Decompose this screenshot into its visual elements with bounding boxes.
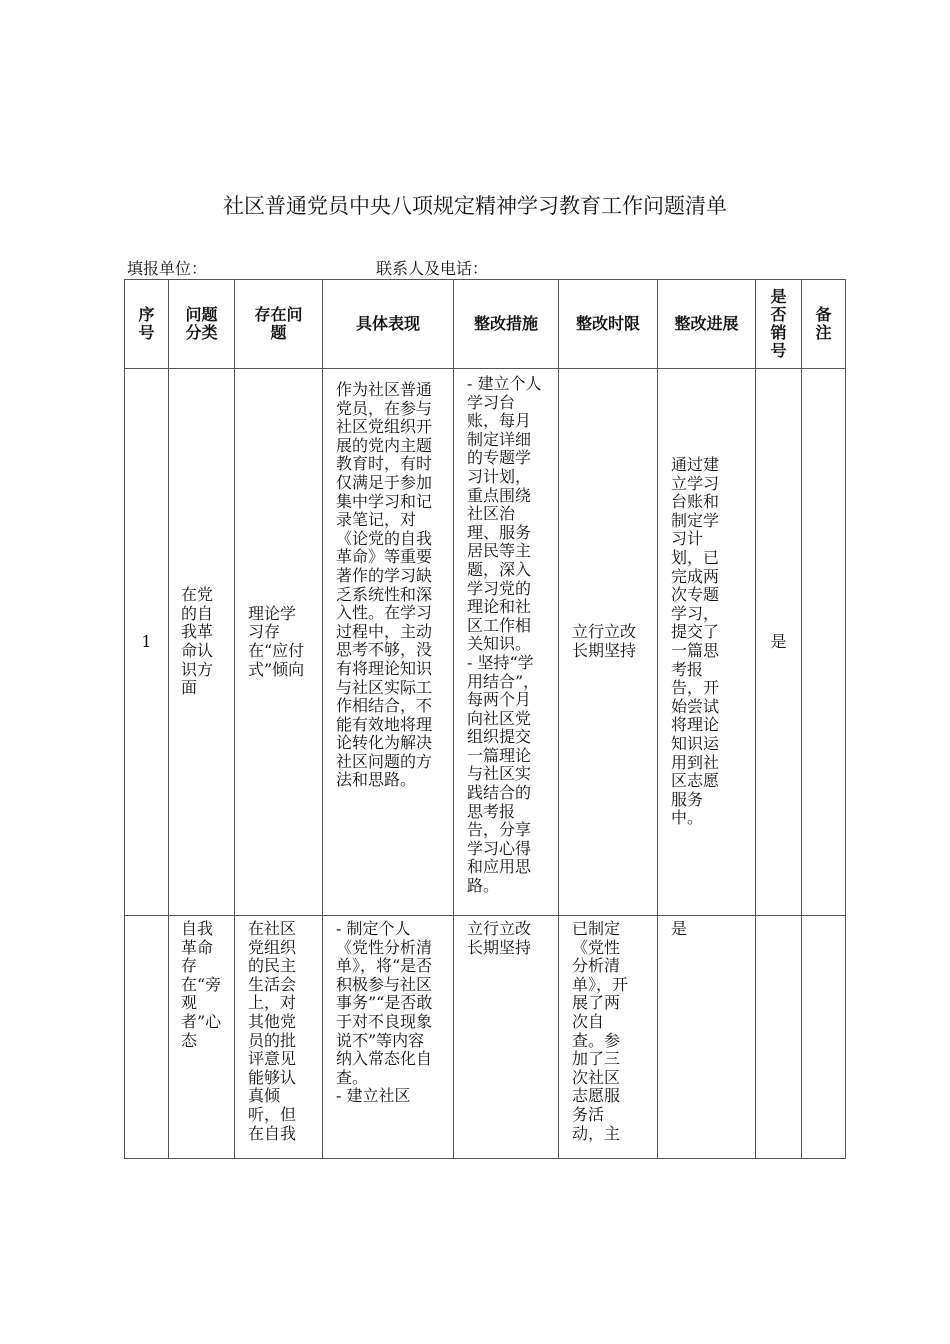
row-category: 在党的自我革命认识方面 xyxy=(169,369,235,916)
header-no: 序号 xyxy=(125,280,169,369)
row-detail: 作为社区普通党员，在参与社区党组织开展的党内主题教育时，有时仅满足于参加集中学习和记录笔记，对《论党的自我革命》等重要著作的学习缺乏系统性和深入性。在学习过程中，主动思考不够，没有将理论知识与社区实际工作相结合，不能有效地将理论转化为解决社区问题的方法和思路。 xyxy=(323,369,454,916)
row-issue: 在社区党组织的民主生活会上，对其他党员的批评意见能够认真倾听，但在自我 xyxy=(235,916,323,1159)
row-category: 自我革命存在“旁观者”心态 xyxy=(169,916,235,1159)
row-remark xyxy=(802,916,846,1159)
row-remark xyxy=(802,369,846,916)
row-closed xyxy=(756,916,802,1159)
header-measures: 整改措施 xyxy=(454,280,559,369)
header-detail: 具体表现 xyxy=(323,280,454,369)
header-closed: 是否销号 xyxy=(756,280,802,369)
header-progress: 整改进展 xyxy=(658,280,756,369)
table-row xyxy=(125,916,846,1159)
header-deadline: 整改时限 xyxy=(559,280,658,369)
row-progress: 是 xyxy=(658,916,756,1159)
row-deadline: 已制定《党性分析清单》，开展了两次自查。参加了三次社区志愿服务活动，主 xyxy=(559,916,658,1159)
row-measures: - 建立个人学习台账，每月制定详细的专题学习计划，重点围绕社区治理、服务居民等主题，深入学习党的理论和社区工作相关知识。 - 坚持“学用结合”，每两个月向社区党组织提交一篇理论与社区实践结合的思考报告，分享学习心得和应用思路。 xyxy=(454,369,559,916)
header-remark: 备注 xyxy=(802,280,846,369)
header-issue: 存在问题 xyxy=(235,280,323,369)
document-title: 社区普通党员中央八项规定精神学习教育工作问题清单 xyxy=(223,194,727,218)
row-closed: 是 xyxy=(756,369,802,916)
row-issue: 理论学习存在“应付式”倾向 xyxy=(235,369,323,916)
header-row xyxy=(125,280,846,369)
row-detail: - 制定个人《党性分析清单》，将“是否积极参与社区事务”“是否敢于对不良现象说不”等内容纳入常态化自查。 - 建立社区 xyxy=(323,916,454,1159)
header-category: 问题分类 xyxy=(169,280,235,369)
row-progress: 通过建立学习台账和制定学习计划，已完成两次专题学习，提交了一篇思考报告，开始尝试将理论知识运用到社区志愿服务中。 xyxy=(658,369,756,916)
issue-table xyxy=(124,279,846,1159)
row-measures: 立行立改长期坚持 xyxy=(454,916,559,1159)
row-no xyxy=(125,916,169,1159)
contact-label: 联系人及电话： xyxy=(376,259,489,278)
row-deadline: 立行立改 长期坚持 xyxy=(559,369,658,916)
unit-label: 填报单位： xyxy=(127,259,208,278)
table-row xyxy=(125,369,846,916)
row-no: 1 xyxy=(125,369,169,916)
